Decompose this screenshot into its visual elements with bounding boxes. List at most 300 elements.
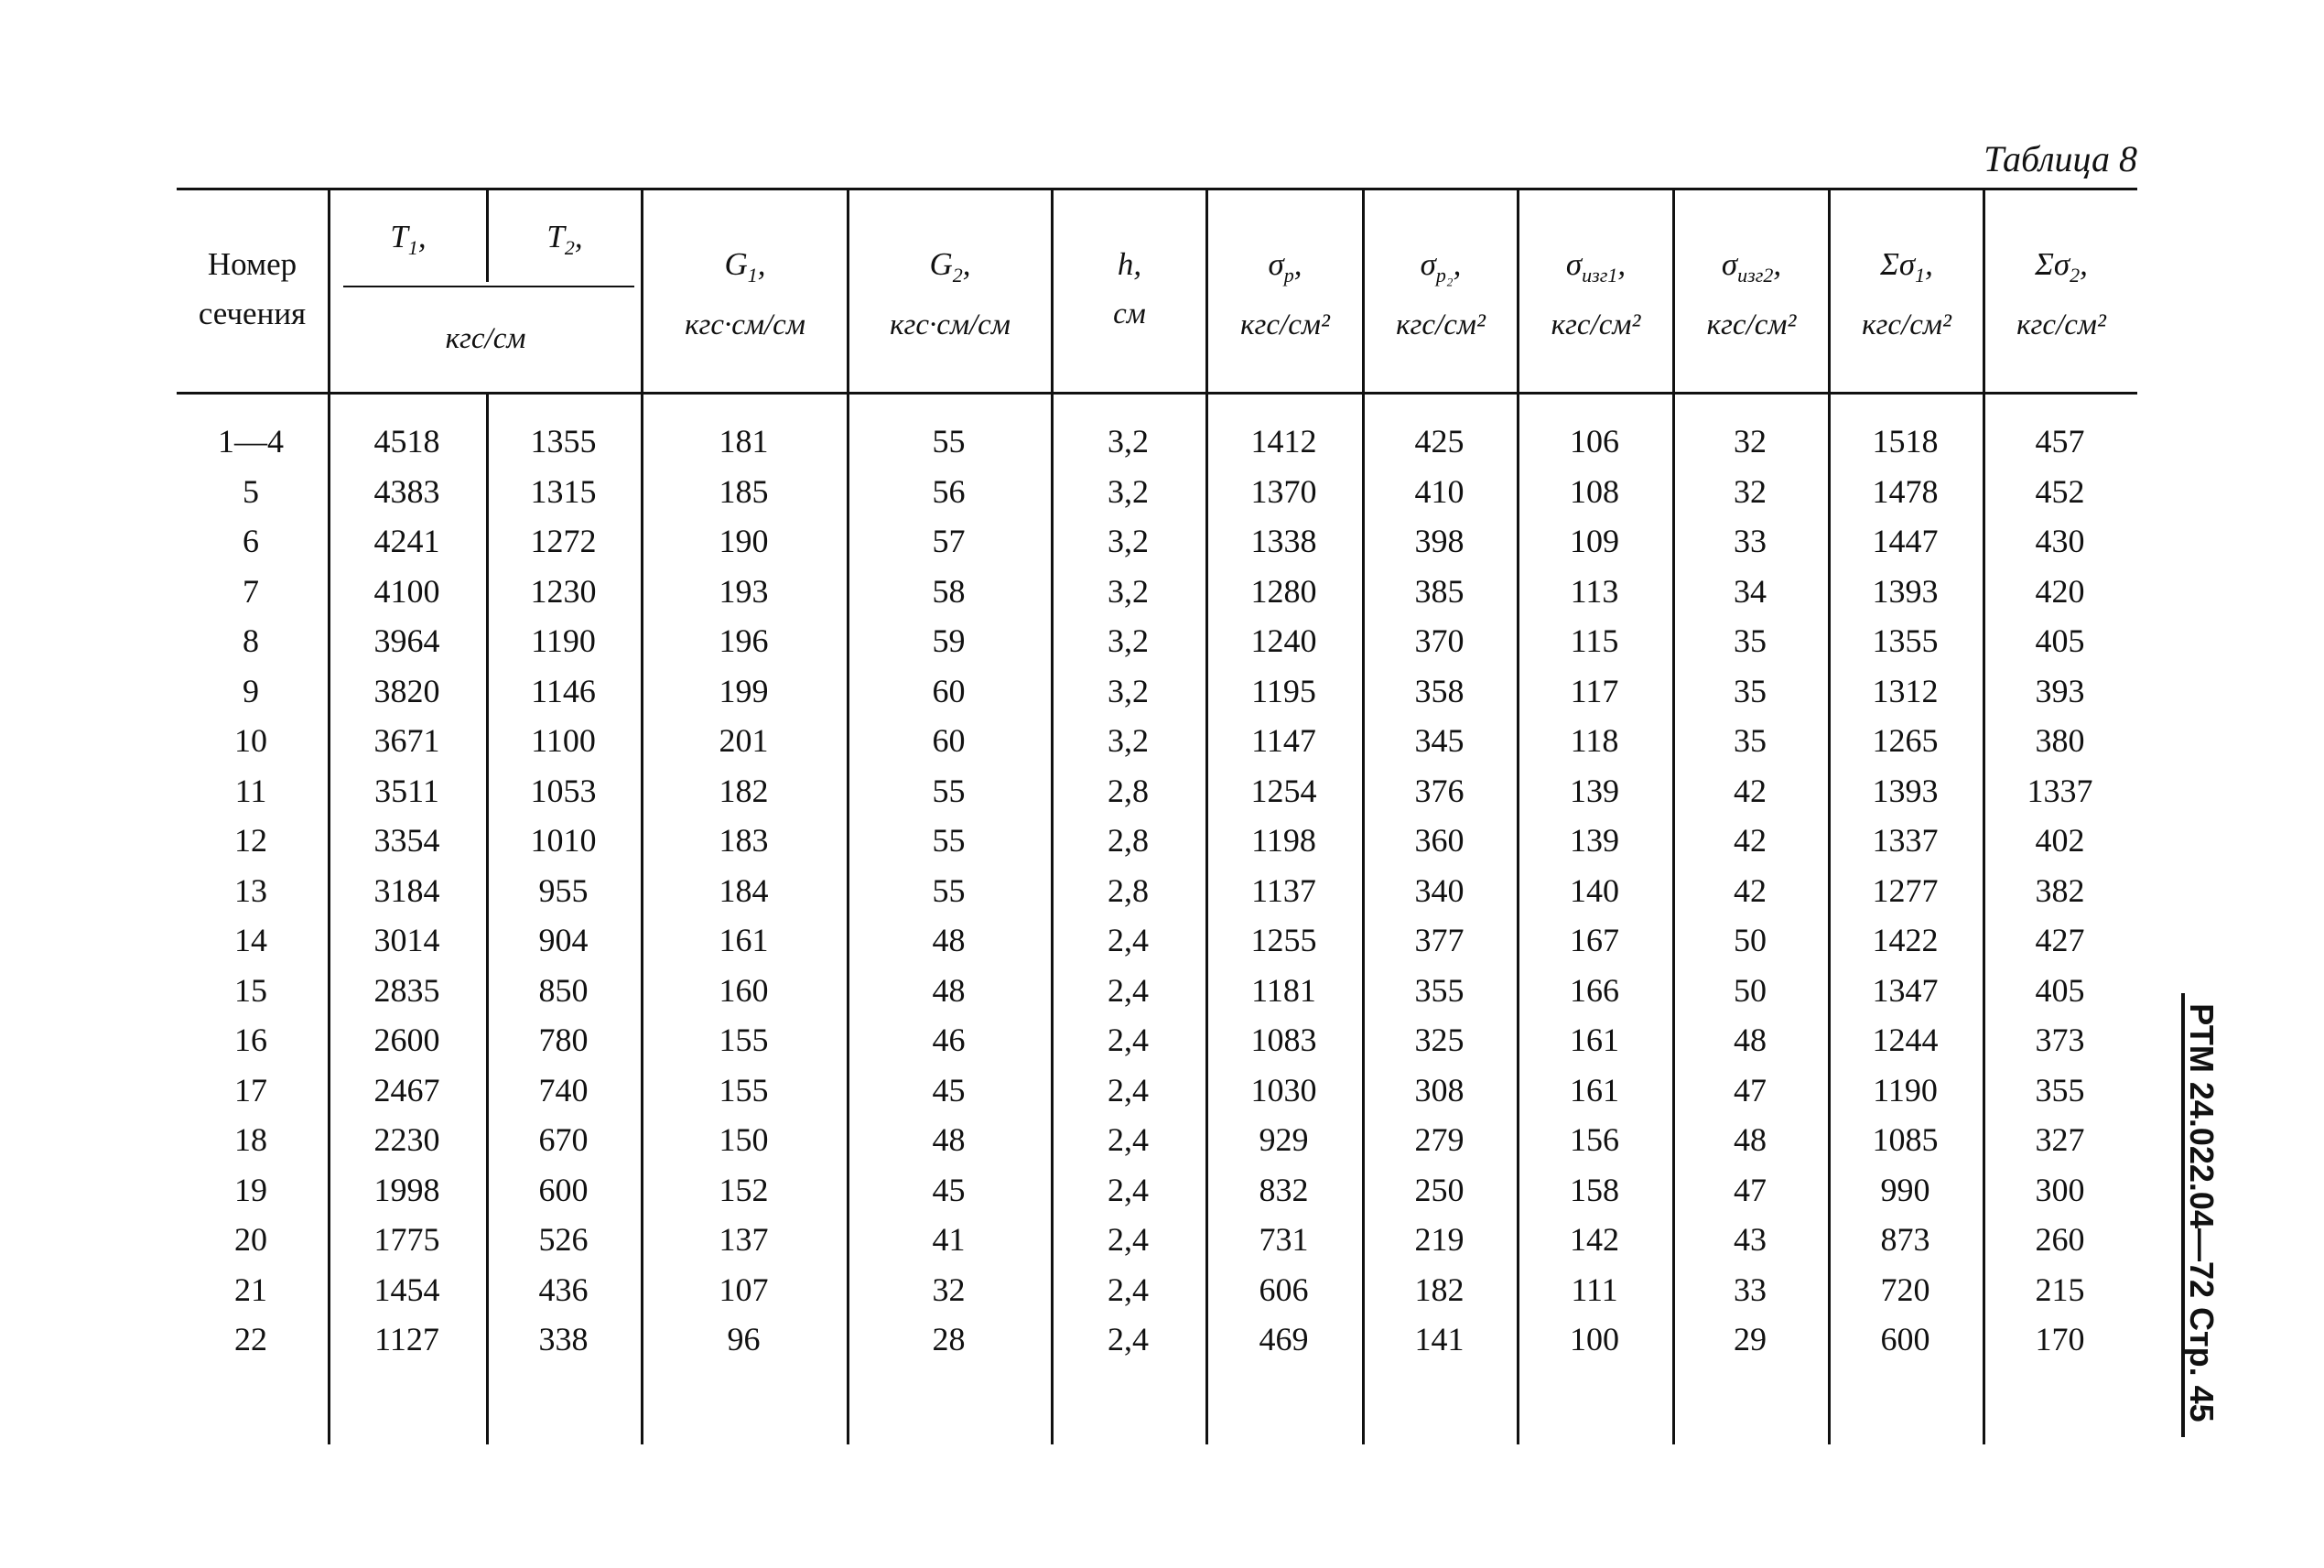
table-cell: 382 <box>2035 871 2085 909</box>
table-cell: 832 <box>1259 1171 1309 1208</box>
table-row <box>174 467 2137 517</box>
table-cell: 215 <box>2035 1271 2085 1308</box>
table-cell: 118 <box>1570 722 1619 760</box>
table-cell: 3014 <box>373 922 440 959</box>
header-sum-sigma1-unit: кгс/см² <box>1862 308 1951 341</box>
header-sigma-p-symbol: σ <box>1268 246 1284 282</box>
table-cell: 155 <box>719 1022 769 1059</box>
table-cell: 250 <box>1414 1171 1465 1208</box>
header-section-line1: Номер <box>207 246 297 282</box>
table-cell: 2,4 <box>1108 1121 1149 1159</box>
table-cell: 117 <box>1570 672 1619 709</box>
table-cell: 193 <box>719 572 769 610</box>
table-cell: 106 <box>1570 423 1619 460</box>
table-cell: 780 <box>538 1022 589 1059</box>
table-cell: 600 <box>1880 1321 1930 1358</box>
table-cell: 358 <box>1414 672 1465 709</box>
table-cell: 182 <box>1414 1271 1465 1308</box>
table-cell: 35 <box>1734 622 1767 660</box>
header-sigma-p-sub: р <box>1283 264 1294 287</box>
header-sigma-p2-symbol: σ <box>1420 246 1436 282</box>
table-cell: 929 <box>1259 1121 1309 1159</box>
table-cell: 4518 <box>373 423 440 460</box>
table-cell: 2835 <box>373 971 440 1009</box>
header-t2: $T_2$, <box>546 219 583 259</box>
section-number-cell: 22 <box>234 1321 267 1358</box>
table-cell: 108 <box>1570 472 1619 510</box>
table-cell: 405 <box>2035 971 2085 1009</box>
table-cell: 355 <box>2035 1071 2085 1108</box>
table-cell: 28 <box>932 1321 966 1358</box>
table-cell: 1146 <box>531 672 596 709</box>
table-cell: 35 <box>1734 672 1767 709</box>
table-cell: 48 <box>932 971 966 1009</box>
header-sigma-bend2-sub: изг2 <box>1737 264 1774 287</box>
table-cell: 185 <box>719 472 769 510</box>
table-cell: 199 <box>719 672 769 709</box>
table-cell: 2,4 <box>1108 1071 1149 1108</box>
header-t2-symbol: T <box>546 219 565 254</box>
table-cell: 4383 <box>373 472 440 510</box>
table-cell: 33 <box>1734 1271 1767 1308</box>
header-g2: $G_2$, кгс·см/см <box>849 240 1051 350</box>
table-cell: 393 <box>2035 672 2085 709</box>
table-cell: 55 <box>932 871 966 909</box>
table-cell: 1181 <box>1251 971 1316 1009</box>
table-cell: 47 <box>1734 1171 1767 1208</box>
table-cell: 2,4 <box>1108 1171 1149 1208</box>
table-cell: 402 <box>2035 822 2085 860</box>
section-number-cell: 14 <box>234 922 267 959</box>
table-cell: 279 <box>1414 1121 1465 1159</box>
table-row <box>174 915 2137 966</box>
table-row <box>174 516 2137 567</box>
table-cell: 1355 <box>1872 622 1939 660</box>
table-row <box>174 1115 2137 1165</box>
table-cell: 1312 <box>1872 672 1939 709</box>
table-cell: 96 <box>727 1321 761 1358</box>
header-t1: $T_1$, <box>390 219 427 259</box>
table-cell: 425 <box>1414 423 1465 460</box>
table-cell: 370 <box>1414 622 1465 660</box>
table-cell: 137 <box>719 1221 769 1259</box>
table-cell: 155 <box>719 1071 769 1108</box>
table-cell: 2,8 <box>1108 822 1149 860</box>
top-rule <box>177 188 2137 190</box>
header-g1: $G_1$, кгс·см/см <box>643 240 847 350</box>
table-cell: 48 <box>932 922 966 959</box>
table-cell: 1422 <box>1872 922 1939 959</box>
table-cell: 139 <box>1570 772 1619 809</box>
header-sigma-bend1-sub: изг1 <box>1582 264 1618 287</box>
header-g2-sub: 2 <box>952 264 963 287</box>
table-cell: 3,2 <box>1108 572 1149 610</box>
table-cell: 201 <box>719 722 769 760</box>
table-row <box>174 1314 2137 1365</box>
table-cell: 338 <box>538 1321 589 1358</box>
table-body <box>174 416 2137 1365</box>
section-number-cell: 21 <box>234 1271 267 1308</box>
header-sigma-bend2: $\sigma_{изг2}$, кгс/см² <box>1675 240 1828 350</box>
header-sum-sigma1-sub: 1 <box>1915 264 1926 287</box>
table-row <box>174 1165 2137 1216</box>
table-cell: 1198 <box>1251 822 1316 860</box>
table-cell: 139 <box>1570 822 1619 860</box>
table-cell: 420 <box>2035 572 2085 610</box>
table-cell: 1337 <box>1872 822 1939 860</box>
table-row <box>174 1065 2137 1116</box>
side-stamp: РТМ 24.022.04—72 Стр. 45 <box>2183 1003 2221 1422</box>
table-cell: 56 <box>932 472 966 510</box>
table-cell: 184 <box>719 871 769 909</box>
table-cell: 47 <box>1734 1071 1767 1108</box>
table-cell: 1454 <box>373 1271 440 1308</box>
table-cell: 1518 <box>1872 423 1939 460</box>
table-cell: 526 <box>538 1221 589 1259</box>
table-cell: 260 <box>2035 1221 2085 1259</box>
table-row <box>174 666 2137 717</box>
table-cell: 150 <box>719 1121 769 1159</box>
table-cell: 1244 <box>1872 1022 1939 1059</box>
header-sum-sigma2-symbol: Σσ <box>2035 246 2070 282</box>
section-number-cell: 1—4 <box>218 423 284 460</box>
table-cell: 430 <box>2035 523 2085 560</box>
table-cell: 606 <box>1259 1271 1309 1308</box>
table-cell: 107 <box>719 1271 769 1308</box>
table-cell: 1370 <box>1250 472 1317 510</box>
table-cell: 3671 <box>373 722 440 760</box>
header-sigma-bend1: $\sigma_{изг1}$, кгс/см² <box>1519 240 1672 350</box>
header-sigma-p-unit: кгс/см² <box>1240 308 1330 341</box>
table-cell: 325 <box>1414 1022 1465 1059</box>
table-cell: 1265 <box>1872 722 1939 760</box>
table-cell: 1190 <box>531 622 596 660</box>
header-g1-symbol: G <box>724 246 748 282</box>
table-cell: 43 <box>1734 1221 1767 1259</box>
table-cell: 3354 <box>373 822 440 860</box>
table-cell: 469 <box>1259 1321 1309 1358</box>
table-cell: 1147 <box>1251 722 1316 760</box>
table-cell: 1775 <box>373 1221 440 1259</box>
table-row <box>174 966 2137 1016</box>
table-cell: 457 <box>2035 423 2085 460</box>
section-number-cell: 16 <box>234 1022 267 1059</box>
table-cell: 58 <box>932 572 966 610</box>
table-cell: 3820 <box>373 672 440 709</box>
table-cell: 300 <box>2035 1171 2085 1208</box>
table-cell: 33 <box>1734 523 1767 560</box>
header-bottom-rule <box>177 392 2137 395</box>
table-cell: 990 <box>1880 1171 1930 1208</box>
table-cell: 1277 <box>1872 871 1939 909</box>
table-cell: 3,2 <box>1108 423 1149 460</box>
table-cell: 48 <box>1734 1022 1767 1059</box>
table-cell: 740 <box>538 1071 589 1108</box>
header-t-unit <box>330 314 641 363</box>
table-cell: 48 <box>1734 1121 1767 1159</box>
section-number-cell: 6 <box>243 523 259 560</box>
table-cell: 48 <box>932 1121 966 1159</box>
table-cell: 670 <box>538 1121 589 1159</box>
table-cell: 35 <box>1734 722 1767 760</box>
table-cell: 42 <box>1734 822 1767 860</box>
section-number-cell: 11 <box>234 772 267 809</box>
header-sigma-p2-sub: р₂ <box>1435 264 1454 287</box>
table-cell: 45 <box>932 1071 966 1108</box>
table-cell: 2,4 <box>1108 1022 1149 1059</box>
table-cell: 142 <box>1570 1221 1619 1259</box>
table-row <box>174 567 2137 617</box>
section-number-cell: 8 <box>243 622 259 660</box>
table-cell: 3,2 <box>1108 672 1149 709</box>
table-cell: 50 <box>1734 971 1767 1009</box>
table-cell: 113 <box>1570 572 1619 610</box>
header-t-unit-text: кгс/см <box>445 322 526 355</box>
header-t2-sub: 2 <box>564 236 575 259</box>
table-cell: 190 <box>719 523 769 560</box>
table-row <box>174 766 2137 816</box>
section-number-cell: 19 <box>234 1171 267 1208</box>
table-cell: 720 <box>1880 1271 1930 1308</box>
table-cell: 3964 <box>373 622 440 660</box>
table-cell: 166 <box>1570 971 1619 1009</box>
table-cell: 410 <box>1414 472 1465 510</box>
table-cell: 360 <box>1414 822 1465 860</box>
table-cell: 59 <box>932 622 966 660</box>
section-number-cell: 7 <box>243 572 259 610</box>
table-cell: 2,4 <box>1108 971 1149 1009</box>
table-cell: 452 <box>2035 472 2085 510</box>
table-cell: 156 <box>1570 1121 1619 1159</box>
table-cell: 398 <box>1414 523 1465 560</box>
table-cell: 34 <box>1734 572 1767 610</box>
table-cell: 60 <box>932 722 966 760</box>
table-cell: 1085 <box>1872 1121 1939 1159</box>
table-cell: 1083 <box>1250 1022 1317 1059</box>
header-h-symbol: h, <box>1117 246 1142 282</box>
table-cell: 340 <box>1414 871 1465 909</box>
table-row <box>174 816 2137 866</box>
header-sigma-bend2-unit: кгс/см² <box>1706 308 1797 341</box>
table-row <box>174 716 2137 766</box>
table-cell: 1412 <box>1250 423 1317 460</box>
table-cell: 161 <box>1570 1071 1619 1108</box>
table-cell: 46 <box>932 1022 966 1059</box>
section-number-cell: 9 <box>243 672 259 709</box>
table-cell: 1137 <box>1251 871 1316 909</box>
table-cell: 140 <box>1570 871 1619 909</box>
table-row <box>174 866 2137 916</box>
table-cell: 160 <box>719 971 769 1009</box>
table-cell: 850 <box>538 971 589 1009</box>
table-cell: 1255 <box>1250 922 1317 959</box>
table-row <box>174 416 2137 467</box>
header-g2-symbol: G <box>929 246 953 282</box>
section-number-cell: 20 <box>234 1221 267 1259</box>
table-cell: 1190 <box>1873 1071 1938 1108</box>
table-cell: 1010 <box>530 822 597 860</box>
table-cell: 327 <box>2035 1121 2085 1159</box>
table-cell: 955 <box>538 871 589 909</box>
header-sum-sigma1-symbol: Σσ <box>1880 246 1916 282</box>
section-number-cell: 12 <box>234 822 267 860</box>
header-sum-sigma2: $\Sigma\sigma_2$, кгс/см² <box>1985 240 2137 350</box>
header-t1-sub: 1 <box>407 236 418 259</box>
table-cell: 405 <box>2035 622 2085 660</box>
table-cell: 1478 <box>1872 472 1939 510</box>
table-cell: 1053 <box>530 772 597 809</box>
header-sum-sigma2-unit: кгс/см² <box>2016 308 2106 341</box>
table-cell: 2,4 <box>1108 1271 1149 1308</box>
section-number-cell: 15 <box>234 971 267 1009</box>
table-cell: 3,2 <box>1108 472 1149 510</box>
table-cell: 1195 <box>1251 672 1316 709</box>
section-number-cell: 17 <box>234 1071 267 1108</box>
table-cell: 100 <box>1570 1321 1619 1358</box>
header-sigma-bend2-symbol: σ <box>1721 246 1738 282</box>
table-cell: 109 <box>1570 523 1619 560</box>
table-cell: 1272 <box>530 523 597 560</box>
header-sigma-bend1-symbol: σ <box>1565 246 1583 282</box>
table-cell: 355 <box>1414 971 1465 1009</box>
table-cell: 55 <box>932 822 966 860</box>
section-number-cell: 13 <box>234 871 267 909</box>
table-cell: 161 <box>719 922 769 959</box>
table-cell: 141 <box>1414 1321 1465 1358</box>
table-cell: 181 <box>719 423 769 460</box>
header-h-unit: см <box>1113 297 1146 330</box>
table-cell: 427 <box>2035 922 2085 959</box>
table-cell: 1338 <box>1250 523 1317 560</box>
table-cell: 1030 <box>1250 1071 1317 1108</box>
header-t1-symbol: T <box>390 219 408 254</box>
table-cell: 182 <box>719 772 769 809</box>
table-cell: 904 <box>538 922 589 959</box>
table-cell: 57 <box>932 523 966 560</box>
table-cell: 308 <box>1414 1071 1465 1108</box>
table-cell: 1100 <box>531 722 596 760</box>
table-cell: 1280 <box>1250 572 1317 610</box>
table-cell: 183 <box>719 822 769 860</box>
table-cell: 219 <box>1414 1221 1465 1259</box>
table-cell: 60 <box>932 672 966 709</box>
header-section-line2: сечения <box>198 296 307 331</box>
header-h <box>1054 240 1205 339</box>
table-cell: 3511 <box>374 772 439 809</box>
header-sum-sigma1: $\Sigma\sigma_1$, кгс/см² <box>1831 240 1983 350</box>
table-cell: 380 <box>2035 722 2085 760</box>
header-sigma-p2-unit: кгс/см² <box>1396 308 1486 341</box>
table-cell: 55 <box>932 423 966 460</box>
table-cell: 3,2 <box>1108 523 1149 560</box>
table-cell: 32 <box>932 1271 966 1308</box>
table-cell: 4100 <box>373 572 440 610</box>
data-table <box>174 416 2137 1365</box>
table-cell: 2,4 <box>1108 922 1149 959</box>
table-cell: 376 <box>1414 772 1465 809</box>
table-cell: 2467 <box>373 1071 440 1108</box>
header-g2-unit: кгс·см/см <box>890 308 1011 341</box>
table-cell: 1337 <box>2027 772 2093 809</box>
table-cell: 167 <box>1570 922 1619 959</box>
table-cell: 1355 <box>530 423 597 460</box>
table-cell: 161 <box>1570 1022 1619 1059</box>
table-cell: 2600 <box>373 1022 440 1059</box>
table-cell: 4241 <box>373 523 440 560</box>
table-cell: 50 <box>1734 922 1767 959</box>
header-sigma-bend1-unit: кгс/см² <box>1551 308 1641 341</box>
table-cell: 2,8 <box>1108 871 1149 909</box>
table-cell: 42 <box>1734 871 1767 909</box>
table-cell: 2230 <box>373 1121 440 1159</box>
header-section-number <box>177 240 328 339</box>
table-cell: 152 <box>719 1171 769 1208</box>
table-row <box>174 1265 2137 1315</box>
header-g1-unit: кгс·см/см <box>685 308 805 341</box>
table-cell: 115 <box>1570 622 1619 660</box>
header-sigma-p2: $\sigma_{р_2}$, кгс/см² <box>1365 240 1517 350</box>
table-cell: 436 <box>538 1271 589 1308</box>
table-cell: 29 <box>1734 1321 1767 1358</box>
table-cell: 158 <box>1570 1171 1619 1208</box>
table-cell: 41 <box>932 1221 966 1259</box>
table-cell: 170 <box>2035 1321 2085 1358</box>
table-cell: 196 <box>719 622 769 660</box>
table-cell: 1254 <box>1250 772 1317 809</box>
table-cell: 345 <box>1414 722 1465 760</box>
table-cell: 1347 <box>1872 971 1939 1009</box>
section-number-cell: 10 <box>234 722 267 760</box>
table-cell: 2,8 <box>1108 772 1149 809</box>
table-cell: 3,2 <box>1108 622 1149 660</box>
table-cell: 1230 <box>530 572 597 610</box>
table-cell: 731 <box>1259 1221 1309 1259</box>
header-sum-sigma2-sub: 2 <box>2070 264 2081 287</box>
section-number-cell: 18 <box>234 1121 267 1159</box>
table-cell: 111 <box>1571 1271 1618 1308</box>
table-cell: 600 <box>538 1171 589 1208</box>
table-cell: 377 <box>1414 922 1465 959</box>
unit-rule <box>343 286 634 287</box>
table-cell: 2,4 <box>1108 1221 1149 1259</box>
table-cell: 1393 <box>1872 772 1939 809</box>
table-cell: 32 <box>1734 472 1767 510</box>
table-cell: 1127 <box>374 1321 439 1358</box>
table-cell: 385 <box>1414 572 1465 610</box>
table-cell: 45 <box>932 1171 966 1208</box>
table-cell: 1393 <box>1872 572 1939 610</box>
table-cell: 32 <box>1734 423 1767 460</box>
header-g1-sub: 1 <box>747 264 758 287</box>
table-cell: 42 <box>1734 772 1767 809</box>
table-cell: 3184 <box>373 871 440 909</box>
table-cell: 2,4 <box>1108 1321 1149 1358</box>
table-cell: 55 <box>932 772 966 809</box>
table-cell: 1315 <box>530 472 597 510</box>
table-cell: 1998 <box>373 1171 440 1208</box>
section-number-cell: 5 <box>243 472 259 510</box>
table-cell: 1447 <box>1872 523 1939 560</box>
header-sigma-p: $\sigma_р$, кгс/см² <box>1208 240 1362 350</box>
table-caption: Таблица 8 <box>1984 138 2137 179</box>
table-cell: 1240 <box>1250 622 1317 660</box>
table-cell: 873 <box>1880 1221 1930 1259</box>
table-row <box>174 1215 2137 1265</box>
table-cell: 373 <box>2035 1022 2085 1059</box>
table-row <box>174 616 2137 666</box>
table-cell: 3,2 <box>1108 722 1149 760</box>
table-row <box>174 1015 2137 1065</box>
